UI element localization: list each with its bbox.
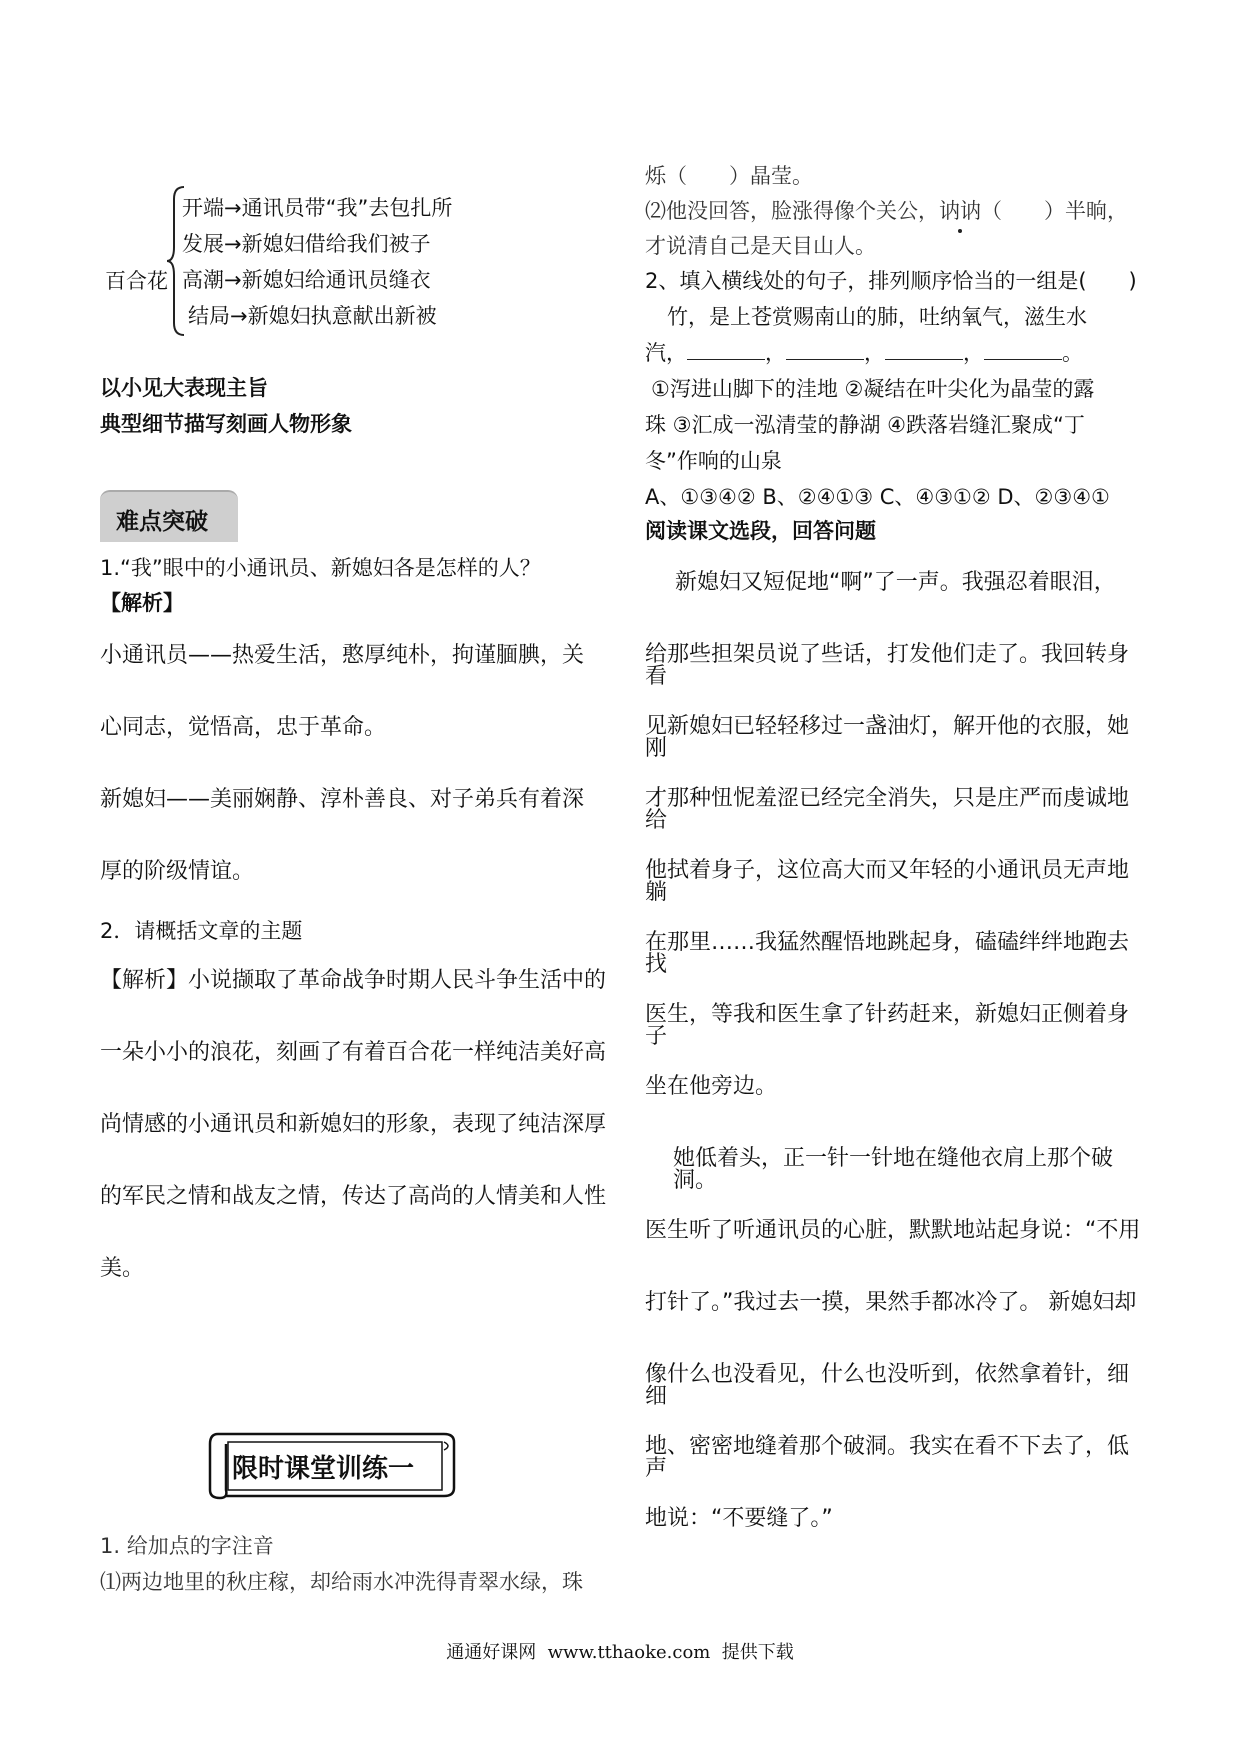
section-tag-label: 难点突破 xyxy=(116,509,208,535)
mindmap-branch-4: 结局→新媳妇执意献出新被 xyxy=(188,304,437,328)
passage-line-3: 见新媳妇已轻轻移过一盏油灯，解开他的衣服，她刚 xyxy=(645,714,1130,761)
ex1-2a-post: （ ）半晌， xyxy=(981,199,1128,223)
passage-line-2: 给那些担架员说了些话，打发他们走了。我回转身看 xyxy=(645,642,1130,689)
q1-analysis-label: 【解析】 xyxy=(100,591,184,615)
passage-line-9: 她低着头，正一针一针地在缝他衣肩上那个破洞。 xyxy=(673,1146,1114,1193)
passage-line-1: 新媳妇又短促地“啊”了一声。我强忍着眼泪， xyxy=(675,570,1116,595)
passage-line-10: 医生听了听通讯员的心脏，默默地站起身说：“不用 xyxy=(645,1218,1141,1243)
q2-line-5: 美。 xyxy=(100,1256,145,1281)
page-footer: 通通好课网 www.tthaoke.com 提供下载 xyxy=(446,1642,794,1663)
q2-line-2: 一朵小小的浪花，刻画了有着百合花一样纯洁美好高 xyxy=(100,1040,607,1065)
ex1-2-line-a xyxy=(645,195,1128,225)
q2-question: 2．请概括文章的主题 xyxy=(100,919,303,943)
mindmap-branch-1: 开端→通讯员带“我”去包扎所 xyxy=(182,196,453,220)
mindmap-branch-2: 发展→新媳妇借给我们被子 xyxy=(182,232,431,256)
passage-line-5: 他拭着身子，这位高大而又年轻的小通讯员无声地躺 xyxy=(645,858,1130,905)
ex2-options-3: 冬”作响的山泉 xyxy=(645,449,782,473)
ex1-2-line-b: 才说清自己是天目山人。 xyxy=(645,234,876,258)
training-scroll-banner xyxy=(208,1428,458,1500)
ex1-title: 1. 给加点的字注音 xyxy=(100,1534,274,1558)
q1-line-4: 厚的阶级情谊。 xyxy=(100,859,255,884)
ex1-2a-dotted: 讷讷 xyxy=(939,195,981,225)
ex1-2a-pre: ⑵他没回答，脸涨得像个关公， xyxy=(645,199,939,223)
q1-line-2: 心同志，觉悟高，忠于革命。 xyxy=(100,715,387,740)
mindmap-root: 百合花 xyxy=(105,269,168,293)
q2-line-1: 【解析】小说撷取了革命战争时期人民斗争生活中的 xyxy=(100,968,607,993)
ex2-stem-2-pre: 汽， xyxy=(645,341,687,365)
blank-1 xyxy=(687,341,765,360)
ex2-stem-2: 汽， ， ， ， 。 xyxy=(645,341,1083,365)
mindmap-branch-3: 高潮→新媳妇给通讯员缝衣 xyxy=(182,268,431,292)
ex1-line-1: ⑴两边地里的秋庄稼，却给雨水冲洗得青翠水绿，珠 xyxy=(100,1570,583,1594)
q1-question: 1.“我”眼中的小通讯员、新媳妇各是怎样的人？ xyxy=(100,556,541,580)
passage-line-6: 在那里……我猛然醒悟地跳起身，磕磕绊绊地跑去找 xyxy=(645,930,1130,977)
passage-line-11: 打针了。”我过去一摸，果然手都冰冷了。 新媳妇却 xyxy=(645,1290,1137,1315)
q2-line-4: 的军民之情和战友之情，传达了高尚的人情美和人性 xyxy=(100,1184,607,1209)
passage-line-12: 像什么也没看见，什么也没听到，依然拿着针，细细 xyxy=(645,1362,1130,1409)
q2-line-3: 尚情感的小通讯员和新媳妇的形象，表现了纯洁深厚 xyxy=(100,1112,607,1137)
ex1-cont: 烁（ ）晶莹。 xyxy=(645,164,813,188)
section-tag xyxy=(100,490,238,542)
ex2-options-1: ①泻进山脚下的洼地 ②凝结在叶尖化为晶莹的露 xyxy=(651,377,1095,401)
training-title: 限时课堂训练一 xyxy=(232,1454,415,1484)
ex2-question: 2、填入横线处的句子，排列顺序恰当的一组是( ) xyxy=(645,269,1137,293)
passage-line-14: 地说：“不要缝了。” xyxy=(645,1506,833,1531)
passage-line-4: 才那种忸怩羞涩已经完全消失，只是庄严而虔诚地给 xyxy=(645,786,1130,833)
passage-line-13: 地、密密地缝着那个破洞。我实在看不下去了，低声 xyxy=(645,1434,1130,1481)
blank-3 xyxy=(885,341,963,360)
right-column xyxy=(645,0,1145,1754)
summary-line-1: 以小见大表现主旨 xyxy=(100,376,268,400)
passage-line-8: 坐在他旁边。 xyxy=(645,1074,778,1099)
blank-4 xyxy=(984,341,1062,360)
q1-line-1: 小通讯员——热爱生活，憨厚纯朴，拘谨腼腆，关 xyxy=(100,643,585,668)
ex2-stem-1: 竹，是上苍赏赐南山的肺，吐纳氧气，滋生水 xyxy=(667,305,1087,329)
blank-2 xyxy=(786,341,864,360)
ex2-choices: A、①③④② B、②④①③ C、④③①② D、②③④① xyxy=(645,485,1110,509)
q1-line-3: 新媳妇——美丽娴静、淳朴善良、对子弟兵有着深 xyxy=(100,787,585,812)
summary-line-2: 典型细节描写刻画人物形象 xyxy=(100,412,352,436)
reading-title: 阅读课文选段，回答问题 xyxy=(645,519,876,543)
ex2-options-2: 珠 ③汇成一泓清莹的静湖 ④跌落岩缝汇聚成“丁 xyxy=(645,413,1085,437)
passage-line-7: 医生，等我和医生拿了针药赶来，新媳妇正侧着身子 xyxy=(645,1002,1130,1049)
